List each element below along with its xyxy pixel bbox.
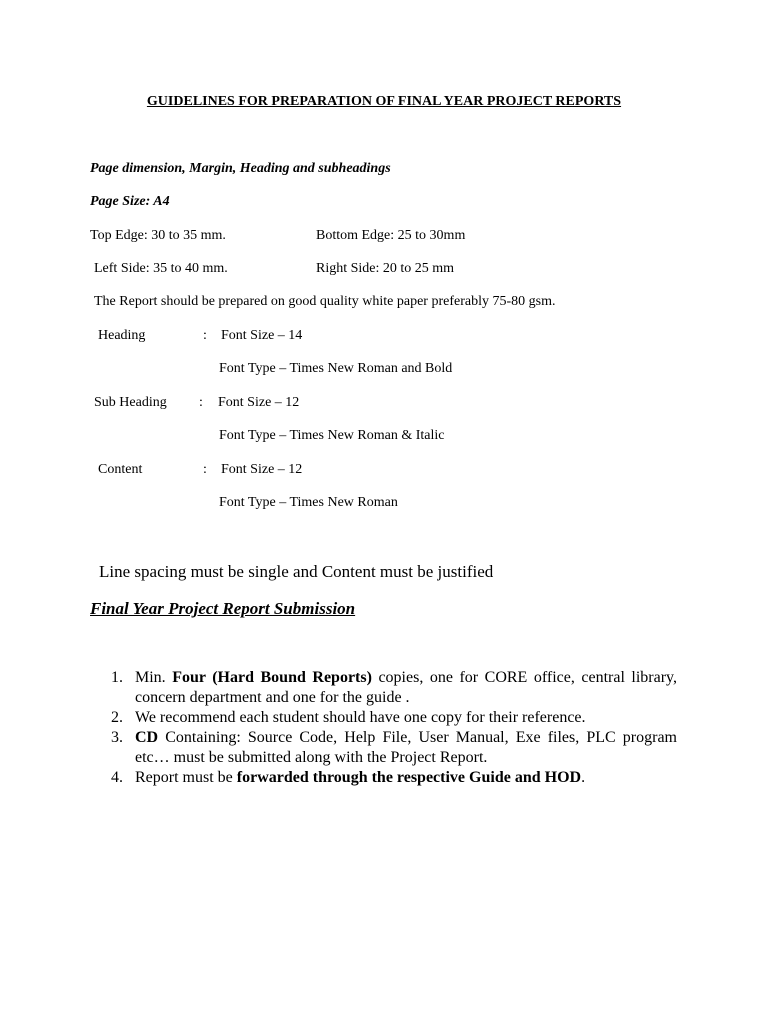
- list-item-text: Report must be: [135, 769, 237, 786]
- content-colon: :: [203, 462, 207, 477]
- paper-quality-note: The Report should be prepared on good quality white paper preferably 75-80 gsm.: [94, 294, 556, 309]
- content-font-size: Font Size – 12: [221, 462, 303, 477]
- bottom-edge-text: Bottom Edge: 25 to 30mm: [316, 228, 466, 243]
- page-title: GUIDELINES FOR PREPARATION OF FINAL YEAR PROJECT REPORTS: [146, 94, 622, 109]
- submission-list: [111, 668, 677, 788]
- subheading-font-size: Font Size – 12: [218, 395, 300, 410]
- list-item-bold-text: forwarded through the respective Guide and HOD: [236, 769, 582, 786]
- list-item: [111, 668, 677, 708]
- heading-colon: :: [203, 328, 207, 343]
- content-font-type: Font Type – Times New Roman: [219, 495, 398, 510]
- content-label: Content: [98, 462, 143, 477]
- list-item-text: Containing: Source Code, Help File, User Manual, Exe files, PLC program etc… must be submitted along with the Project Report.: [135, 729, 677, 766]
- list-item-text: Min.: [135, 669, 173, 686]
- list-item-number: 2.: [111, 709, 123, 726]
- heading-label: Heading: [98, 328, 146, 343]
- list-item-number: 1.: [111, 669, 123, 686]
- list-item-text: We recommend each student should have one copy for their reference.: [135, 709, 586, 726]
- section-heading-page-dimension: Page dimension, Margin, Heading and subheadings: [90, 161, 391, 176]
- list-item-number: 4.: [111, 769, 123, 786]
- subheading-colon: :: [199, 395, 203, 410]
- right-side-text: Right Side: 20 to 25 mm: [316, 261, 455, 276]
- left-side-text: Left Side: 35 to 40 mm.: [94, 261, 228, 276]
- page-size-label: Page Size: A4: [90, 194, 170, 209]
- list-item-text: .: [581, 769, 586, 786]
- heading-font-size: Font Size – 14: [221, 328, 303, 343]
- list-item-number: 3.: [111, 729, 123, 746]
- list-item-bold-text: CD: [135, 729, 159, 746]
- heading-font-type: Font Type – Times New Roman and Bold: [219, 361, 453, 376]
- section-heading-submission: Final Year Project Report Submission: [90, 599, 356, 618]
- top-edge-text: Top Edge: 30 to 35 mm.: [90, 228, 226, 243]
- list-item-text: copies, one for CORE office, central library, concern department and one for the guide .: [135, 669, 678, 706]
- list-item-bold-text: Four (Hard Bound Reports): [172, 669, 372, 686]
- subheading-label: Sub Heading: [94, 395, 167, 410]
- list-item: [111, 728, 677, 768]
- line-spacing-note: Line spacing must be single and Content must be justified: [99, 562, 494, 581]
- list-item: [111, 768, 677, 788]
- list-item: [111, 708, 677, 728]
- subheading-font-type: Font Type – Times New Roman & Italic: [219, 428, 445, 443]
